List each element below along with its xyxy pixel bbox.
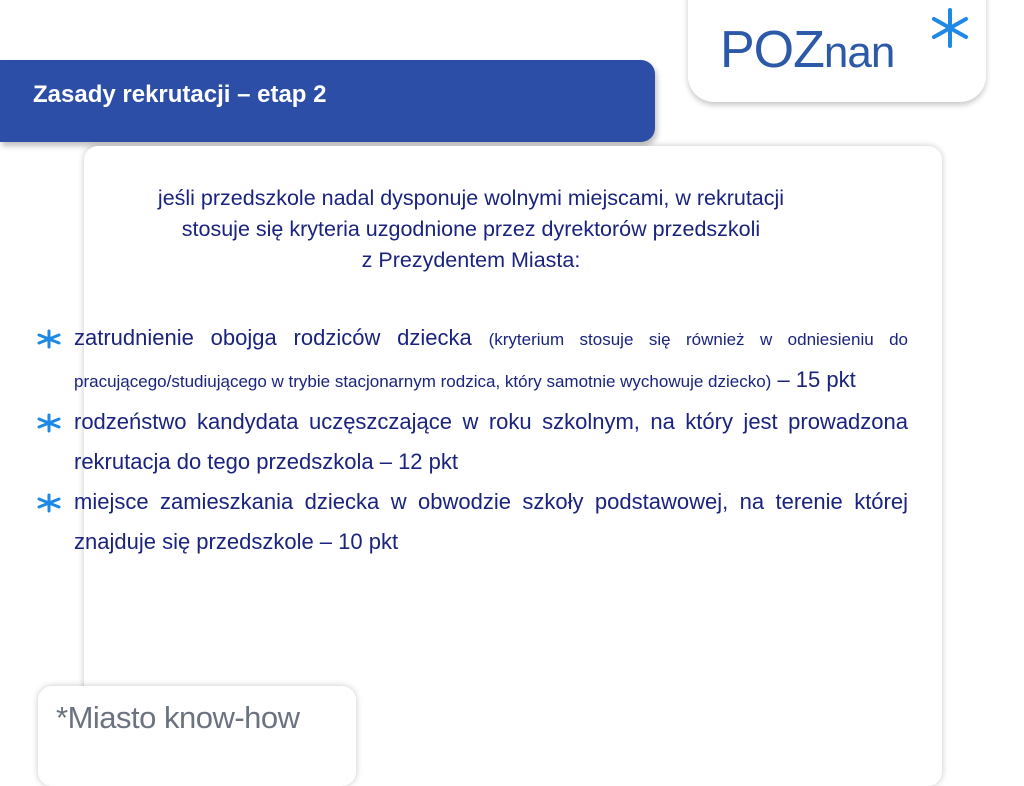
intro-line-1: jeśli przedszkole nadal dysponuje wolnymi miejscami, w rekrutacji [157, 186, 785, 210]
poznan-logo [720, 20, 894, 83]
criterion-main: rodzeństwo kandydata uczęszczające w roku szkolnym, na który jest prowadzona rekrutacja do tego przedszkola – 12 pkt [74, 409, 908, 474]
criterion-note: (kryterium stosuje się również w odniesieniu do pracującego/studiującego w trybie stacjonarnym rodzica, który samotnie wychowuje dziecko) [74, 330, 908, 391]
criterion-points: – 15 pkt [771, 367, 856, 392]
criteria-list [36, 318, 908, 562]
asterisk-bullet-icon [36, 493, 62, 513]
criterion-item [36, 318, 908, 402]
asterisk-bullet-icon [36, 413, 62, 433]
criterion-main: miejsce zamieszkania dziecka w obwodzie szkoły podstawowej, na terenie której znajduje się przedszkole – 10 pkt [74, 489, 908, 554]
logo-caps: POZ [720, 21, 824, 79]
intro-line-2: stosuje się kryteria uzgodnione przez dyrektorów przedszkoli [181, 217, 761, 241]
intro-text [46, 183, 896, 276]
asterisk-bullet-icon [36, 329, 62, 349]
criterion-main: zatrudnienie obojga rodziców dziecka [74, 325, 489, 350]
asterisk-icon [928, 6, 972, 50]
intro-line-3: z Prezydentem Miasta: [361, 248, 581, 272]
criterion-item [36, 482, 908, 562]
slide-title: Zasady rekrutacji – etap 2 [33, 81, 327, 108]
logo-lower: nan [823, 28, 895, 77]
footer-tagline: *Miasto know-how [56, 700, 300, 735]
criterion-item [36, 402, 908, 482]
